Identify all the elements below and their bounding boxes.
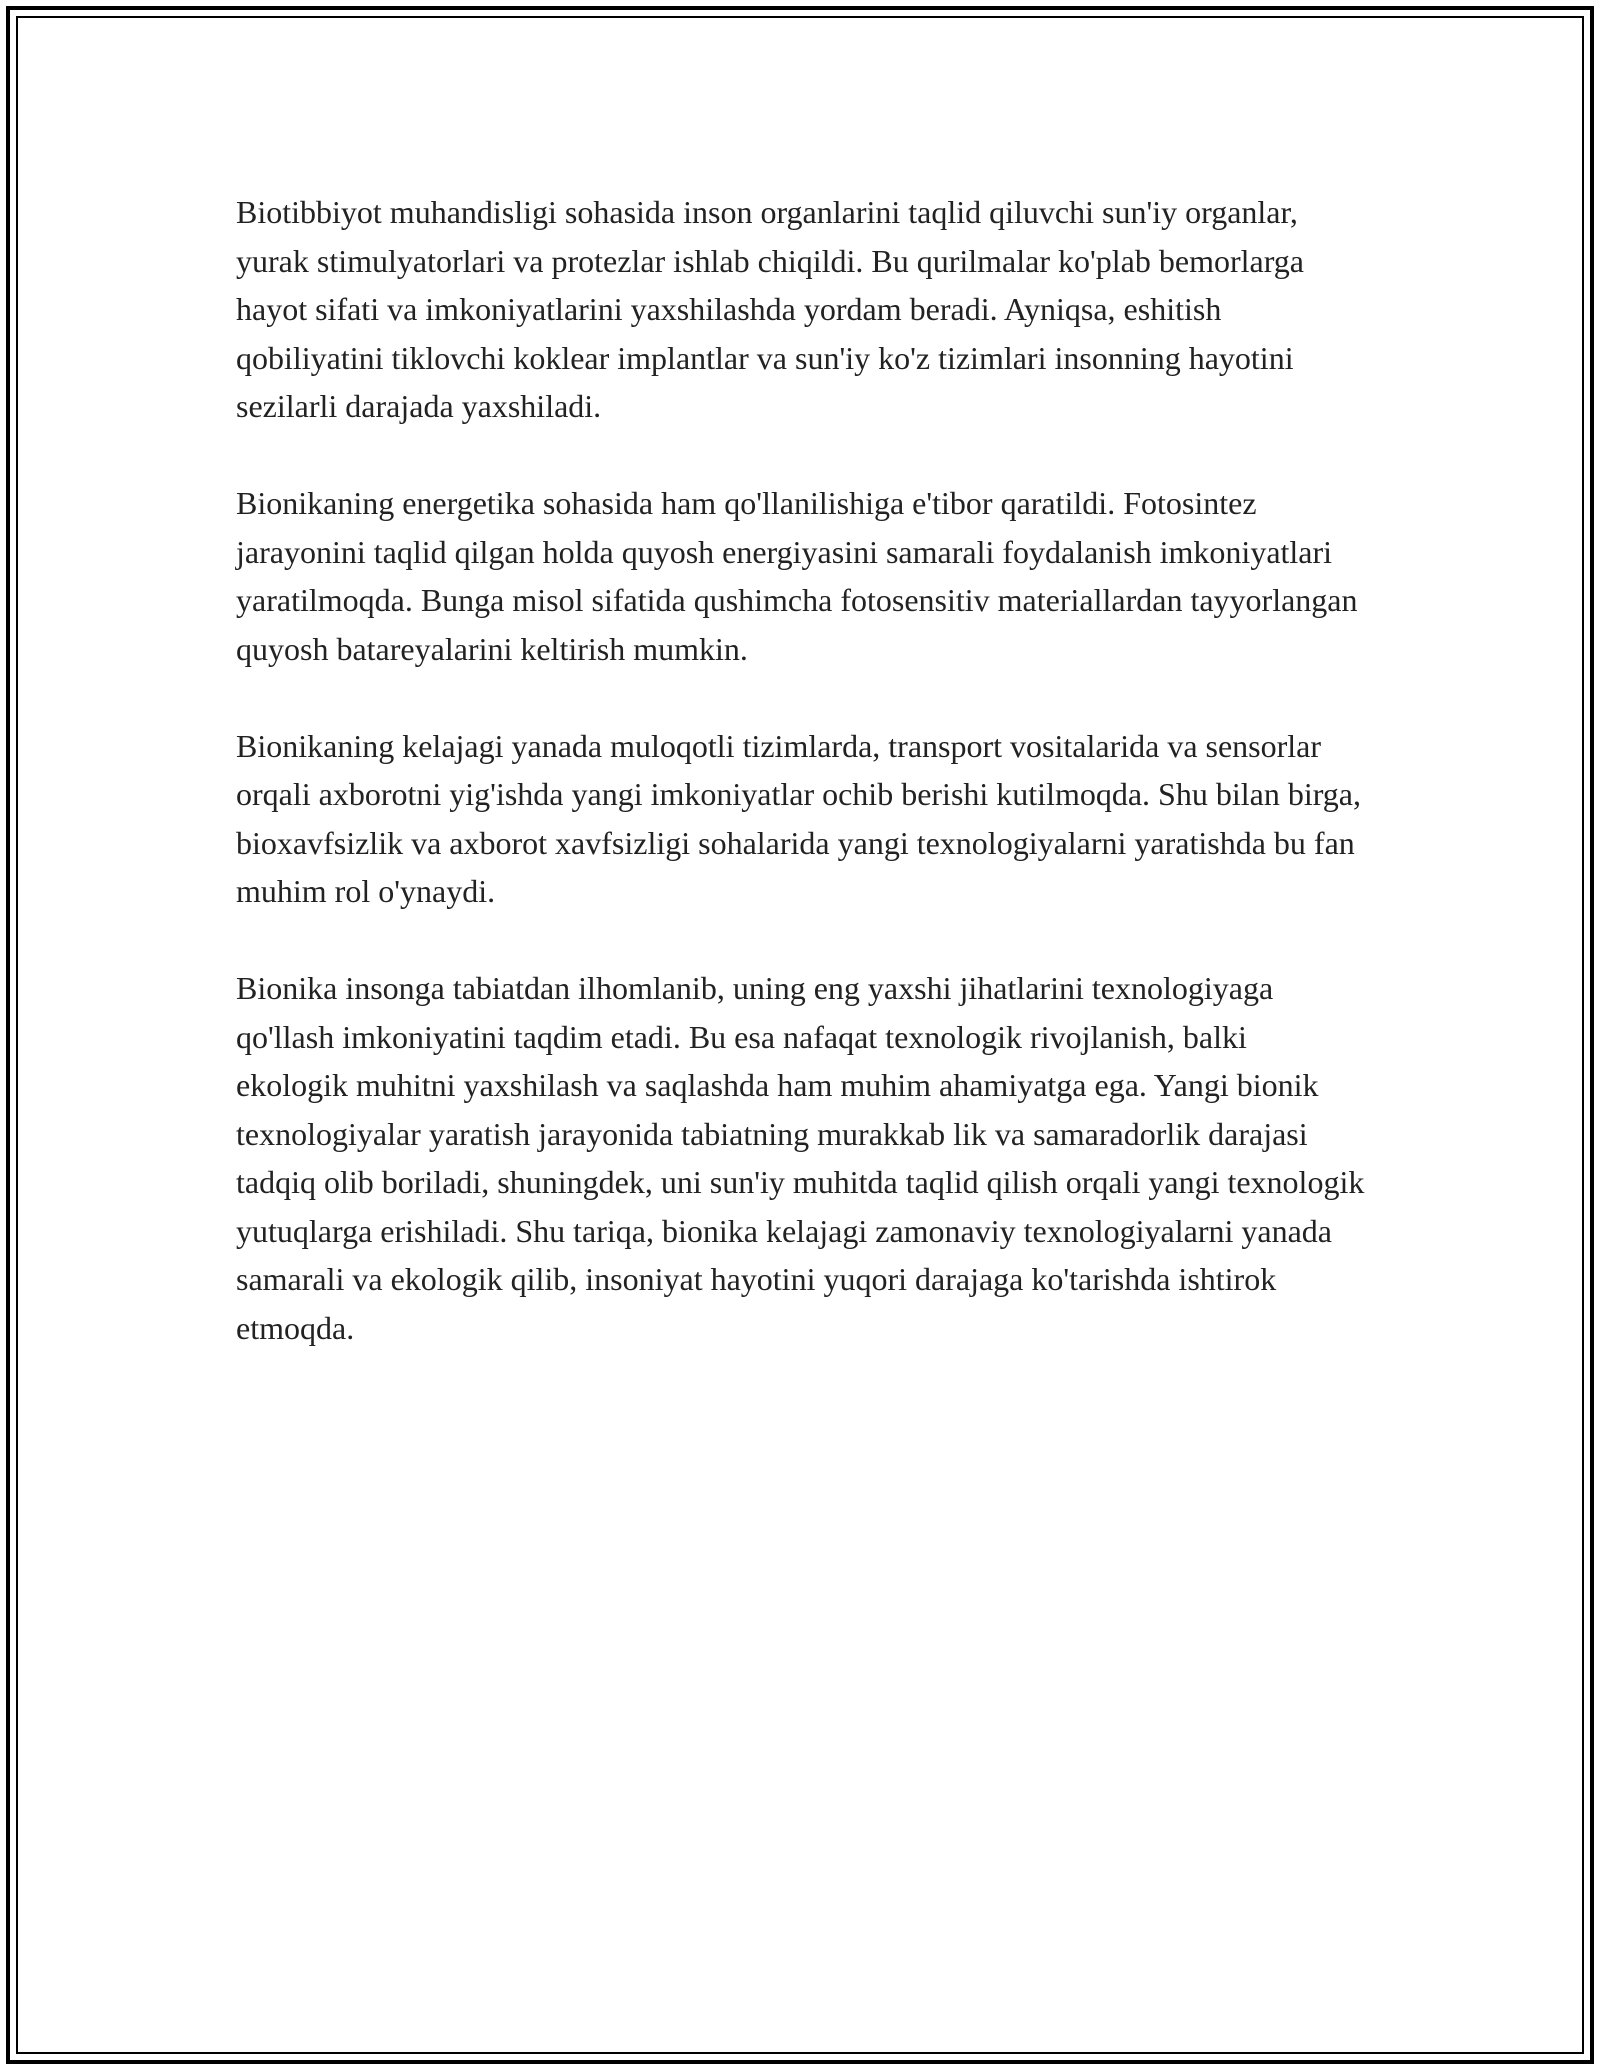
document-body [236, 188, 1366, 1401]
paragraph-conclusion: Bionika insonga tabiatdan ilhomlanib, uning eng yaxshi jihatlarini texnologiyaga qo'llash imkoniyatini taqdim etadi. Bu esa nafaqat texnologik rivojlanish, balki ekologik muhitni yaxshilash va saqlashda ham muhim ahamiyatga ega. Yangi bionik texnologiyalar yaratish jarayonida tabiatning murakkab lik va samaradorlik darajasi tadqiq olib boriladi, shuningdek, uni sun'iy muhitda taqlid qilish orqali yangi texnologik yutuqlarga erishiladi. Shu tariqa, bionika kelajagi zamonaviy texnologiyalarni yanada samarali va ekologik qilib, insoniyat hayotini yuqori darajaga ko'tarishda ishtirok etmoqda. [236, 970, 1365, 1346]
paragraph-biomedical-engineering: Biotibbiyot muhandisligi sohasida inson organlarini taqlid qiluvchi sun'iy organlar, yurak stimulyatorlari va protezlar ishlab chiqildi. Bu qurilmalar ko'plab bemorlarga hayot sifati va imkoniyatlarini yaxshilashda yordam beradi. Ayniqsa, eshitish qobiliyatini tiklovchi koklear implantlar va sun'iy ko'z tizimlari insonning hayotini sezilarli darajada yaxshiladi. [236, 194, 1304, 424]
paragraph-future-of-bionics: Bionikaning kelajagi yanada muloqotli tizimlarda, transport vositalarida va sensorlar orqali axborotni yig'ishda yangi imkoniyatlar ochib berishi kutilmoqda. Shu bilan birga, bioxavfsizlik va axborot xavfsizligi sohalarida yangi texnologiyalarni yaratishda bu fan muhim rol o'ynaydi. [236, 727, 1361, 909]
paragraph-energy: Bionikaning energetika sohasida ham qo'llanilishiga e'tibor qaratildi. Fotosintez jarayonini taqlid qilgan holda quyosh energiyasini samarali foydalanish imkoniyatlari yaratilmoqda. Bunga misol sifatida qushimcha fotosensitiv materiallardan tayyorlangan quyosh batareyalarini keltirish mumkin. [236, 485, 1358, 667]
